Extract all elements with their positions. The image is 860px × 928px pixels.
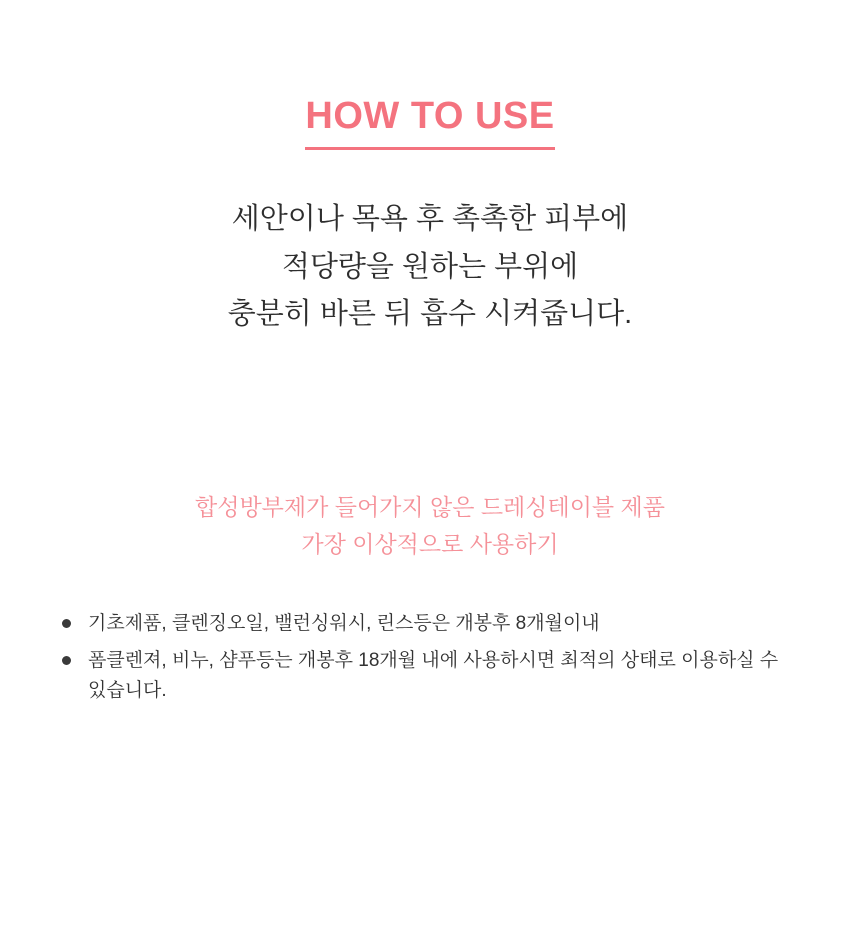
page-title: HOW TO USE: [305, 96, 554, 150]
list-item: [62, 646, 800, 708]
usage-instruction-line-2: 적당량을 원하는 부위에: [281, 250, 579, 283]
usage-instruction-line-3: 충분히 바른 뒤 흡수 시켜줍니다.: [227, 298, 633, 331]
bullet-dot-icon: [62, 619, 71, 628]
page-title-container: [0, 96, 860, 150]
list-item-text: 기초제품, 클렌징오일, 밸런싱워시, 린스등은 개봉후 8개월이내: [88, 612, 600, 634]
how-to-use-page: [0, 96, 860, 928]
list-item-text: 폼클렌져, 비누, 샴푸등는 개봉후 18개월 내에 사용하시면 최적의 상태로 이용하실 수 있습니다.: [88, 649, 779, 702]
list-item: [62, 609, 800, 640]
usage-instructions: [0, 196, 860, 340]
usage-instruction-line-1: 세안이나 목욕 후 촉촉한 피부에: [231, 202, 629, 235]
bullet-dot-icon: [62, 656, 71, 665]
storage-subheading-line-1: 합성방부제가 들어가지 않은 드레싱테이블 제품: [195, 494, 665, 521]
storage-bullet-list: [0, 609, 860, 707]
storage-subheading-line-2: 가장 이상적으로 사용하기: [301, 531, 559, 558]
storage-subheading: [0, 489, 860, 563]
